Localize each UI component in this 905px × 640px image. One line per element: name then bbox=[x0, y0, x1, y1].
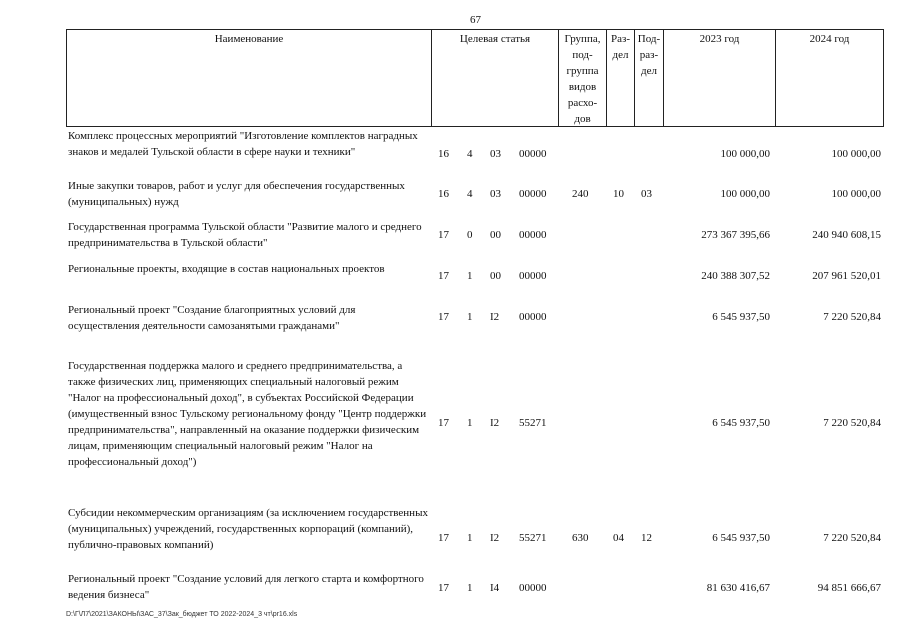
row-name: Иные закупки товаров, работ и услуг для обеспечения государственных (муниципальных) нужд bbox=[68, 180, 405, 208]
target-direction: 00000 bbox=[519, 582, 547, 594]
row-name: Региональный проект "Создание условий для легкого старта и комфортного ведения бизнеса" bbox=[68, 573, 424, 601]
amount-2023: 6 545 937,50 bbox=[712, 532, 770, 544]
subsection: 12 bbox=[641, 532, 652, 544]
amount-2024: 100 000,00 bbox=[831, 188, 881, 200]
target-program: 16 bbox=[438, 148, 449, 160]
target-program: 17 bbox=[438, 270, 449, 282]
target-event: I2 bbox=[490, 532, 500, 544]
amount-2024: 7 220 520,84 bbox=[823, 417, 881, 429]
target-program: 17 bbox=[438, 311, 449, 323]
target-direction: 00000 bbox=[519, 148, 547, 160]
file-path-footer: D:\Г\Л7\2021\ЗАКОНЫ\ЗАС_37\Зак_бюджет ТО 2022-2024_3 чт\pr16.xls bbox=[66, 611, 298, 618]
target-program: 17 bbox=[438, 417, 449, 429]
target-subprogram: 0 bbox=[467, 229, 473, 241]
amount-2024: 100 000,00 bbox=[831, 148, 881, 160]
amount-2023: 6 545 937,50 bbox=[712, 311, 770, 323]
target-subprogram: 4 bbox=[467, 188, 473, 200]
target-subprogram: 1 bbox=[467, 311, 473, 323]
target-subprogram: 1 bbox=[467, 417, 473, 429]
amount-2024: 94 851 666,67 bbox=[817, 582, 881, 594]
amount-2023: 100 000,00 bbox=[720, 148, 770, 160]
row-name: Региональный проект "Создание благоприятных условий для осуществления деятельности самозанятыми гражданами" bbox=[68, 304, 356, 332]
target-direction: 00000 bbox=[519, 311, 547, 323]
expense-group: 240 bbox=[572, 188, 589, 200]
target-event: 00 bbox=[490, 229, 501, 241]
amount-2024: 7 220 520,84 bbox=[823, 532, 881, 544]
target-event: I2 bbox=[490, 311, 500, 323]
target-program: 17 bbox=[438, 582, 449, 594]
amount-2023: 6 545 937,50 bbox=[712, 417, 770, 429]
expense-group: 630 bbox=[572, 532, 589, 544]
row-name: Государственная программа Тульской области "Развитие малого и среднего предпринимательства в Тульской области" bbox=[68, 221, 422, 249]
target-program: 17 bbox=[438, 229, 449, 241]
target-subprogram: 4 bbox=[467, 148, 473, 160]
amount-2023: 240 388 307,52 bbox=[701, 270, 770, 282]
target-event: I4 bbox=[490, 582, 500, 594]
target-event: 00 bbox=[490, 270, 501, 282]
target-direction: 00000 bbox=[519, 188, 547, 200]
amount-2023: 100 000,00 bbox=[720, 188, 770, 200]
header-section: Раз- дел bbox=[606, 29, 634, 127]
target-direction: 00000 bbox=[519, 270, 547, 282]
page-number: 67 bbox=[470, 14, 481, 26]
header-2024: 2024 год bbox=[775, 29, 884, 127]
row-name: Региональные проекты, входящие в состав национальных проектов bbox=[68, 263, 385, 275]
header-target: Целевая статья bbox=[431, 29, 558, 127]
row-name: Государственная поддержка малого и среднего предпринимательства, а также физических лиц, применяющих специальный налоговый режим "Налог на профессиональный доход", в субъектах Российской Федерации (имущественный взнос Тульскому региональному фонду "Центр поддержки предпринимательства", направленный на оказание поддержки физическим лицам, применяющим специальный налоговый режим "Налог на профессиональный доход") bbox=[68, 360, 427, 468]
header-subsection: Под- раз- дел bbox=[634, 29, 663, 127]
amount-2024: 7 220 520,84 bbox=[823, 311, 881, 323]
header-name: Наименование bbox=[66, 29, 431, 127]
target-event: I2 bbox=[490, 417, 500, 429]
target-direction: 55271 bbox=[519, 532, 547, 544]
target-program: 17 bbox=[438, 532, 449, 544]
header-group: Группа, под- группа видов расхо- дов bbox=[558, 29, 606, 127]
target-subprogram: 1 bbox=[467, 532, 473, 544]
target-event: 03 bbox=[490, 148, 501, 160]
target-direction: 55271 bbox=[519, 417, 547, 429]
section: 04 bbox=[613, 532, 624, 544]
target-subprogram: 1 bbox=[467, 270, 473, 282]
amount-2024: 240 940 608,15 bbox=[812, 229, 881, 241]
target-event: 03 bbox=[490, 188, 501, 200]
amount-2023: 273 367 395,66 bbox=[701, 229, 770, 241]
header-2023: 2023 год bbox=[663, 29, 775, 127]
target-subprogram: 1 bbox=[467, 582, 473, 594]
amount-2024: 207 961 520,01 bbox=[812, 270, 881, 282]
amount-2023: 81 630 416,67 bbox=[706, 582, 770, 594]
target-program: 16 bbox=[438, 188, 449, 200]
subsection: 03 bbox=[641, 188, 652, 200]
target-direction: 00000 bbox=[519, 229, 547, 241]
row-name: Комплекс процессных мероприятий "Изготовление комплектов наградных знаков и медалей Тульской области в сфере науки и техники" bbox=[68, 130, 418, 158]
row-name: Субсидии некоммерческим организациям (за исключением государственных (муниципальных) учреждений, государственных корпораций (компаний), публично-правовых компаний) bbox=[68, 507, 428, 551]
section: 10 bbox=[613, 188, 624, 200]
